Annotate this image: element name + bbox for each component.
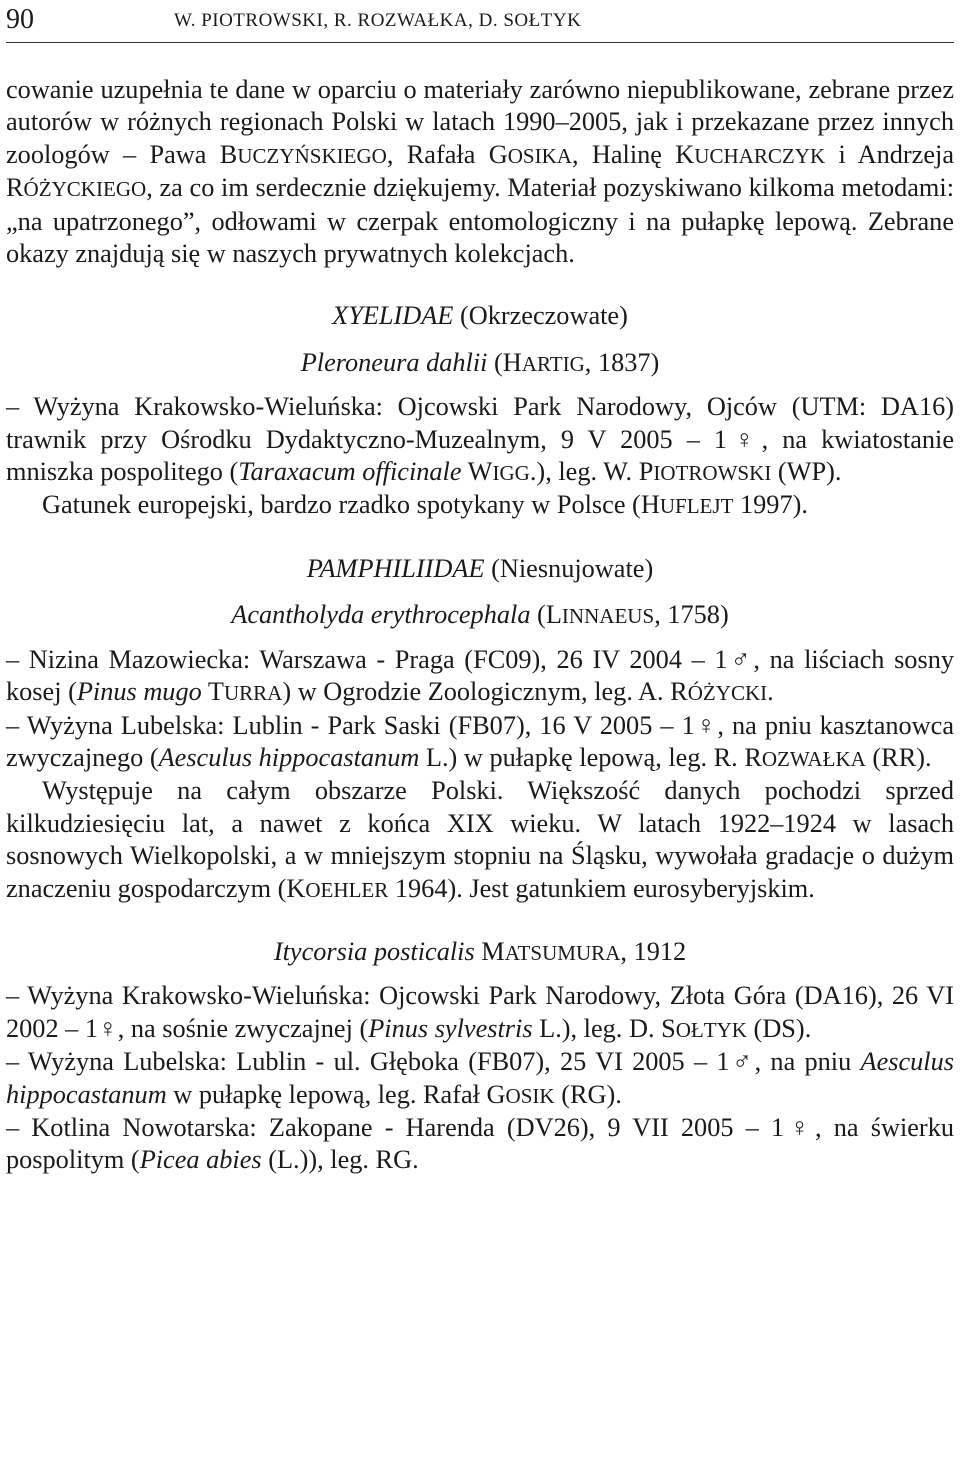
page-header (6, 0, 954, 43)
running-head: W. PIOTROWSKI, R. ROZWAŁKA, D. SOŁTYK (174, 10, 582, 31)
family-heading-xyelidae: XYELIDAE (Okrzeczowate) (332, 301, 628, 331)
record-entry: – Kotlina Nowotarska: Zakopane - Harenda (DV26), 9 VII 2005 – 1♀, na świerku pospolitym (Picea abies (L.)), leg. RG. (6, 1112, 954, 1175)
species-heading-acantholyda-erythrocephala: Acantholyda erythrocephala (LINNAEUS, 1758) (231, 600, 729, 630)
record-entry: – Wyżyna Krakowsko-Wieluńska: Ojcowski Park Narodowy, Złota Góra (DA16), 26 VI 2002 – 1♀, na sośnie zwyczajnej (Pinus sylvestris L.), leg. D. SOŁTYK (DS). (6, 981, 954, 1043)
species-note: Gatunek europejski, bardzo rzadko spotykany w Polsce (HUFLEJT 1997). (42, 490, 808, 520)
record-entry: – Nizina Mazowiecka: Warszawa - Praga (FC09), 26 IV 2004 – 1♂, na liściach sosny kosej (Pinus mugo TURRA) w Ogrodzie Zoologicznym, leg. A. RÓŻYCKI. (6, 644, 954, 707)
species-heading-itycorsia-posticalis: Itycorsia posticalis MATSUMURA, 1912 (273, 936, 687, 966)
page-number: 90 (6, 4, 34, 35)
species-heading-pleroneura-dahlii: Pleroneura dahlii (HARTIG, 1837) (300, 347, 660, 377)
record-entry: – Wyżyna Lubelska: Lublin - ul. Głęboka (FB07), 25 VI 2005 – 1♂, na pniu Aesculus hippocastanum w pułapkę lepową, leg. Rafał GOSIK (RG). (6, 1047, 954, 1109)
body-text (6, 74, 954, 1177)
species-note: Występuje na całym obszarze Polski. Większość danych pochodzi sprzed kilkudziesięciu lat, a nawet z końca XIX wieku. W latach 1922–1924 w lasach sosnowych Wielkopolski, a w mniejszym stopniu na Śląsku, wywołała gradacje o dużym znaczeniu gospodarczym (KOEHLER 1964). Jest gatunkiem eurosyberyjskim. (6, 776, 954, 903)
record-entry: – Wyżyna Krakowsko-Wieluńska: Ojcowski Park Narodowy, Ojców (UTM: DA16) trawnik przy Ośrodku Dydaktyczno-Muzealnym, 9 V 2005 – 1♀, na kwiatostanie mniszka pospolitego (Taraxacum officinale WIGG.), leg. W. PIOTROWSKI (WP). (6, 392, 954, 487)
intro-paragraph: cowanie uzupełnia te dane w oparciu o materiały zarówno niepublikowane, zebrane przez autorów w różnych regionach Polski w latach 1990–2005, jak i przekazane przez innych zoologów – Pawa BUCZYŃSKIEGO, Rafała GOSIKA, Halinę KUCHARCZYK i Andrzeja RÓŻYCKIEGO, za co im serdecznie dziękujemy. Materiał pozyskiwano kilkoma metodami: „na upatrzonego”, odłowami w czerpak entomologiczny i na pułapkę lepową. Zebrane okazy znajdują się w naszych prywatnych kolekcjach. (6, 75, 955, 269)
record-entry: – Wyżyna Lubelska: Lublin - Park Saski (FB07), 16 V 2005 – 1♀, na pniu kasztanowca zwyczajnego (Aesculus hippocastanum L.) w pułapkę lepową, leg. R. ROZWAŁKA (RR). (6, 710, 954, 772)
family-heading-pamphiliidae: PAMPHILIIDAE (Niesnujowate) (306, 553, 654, 583)
